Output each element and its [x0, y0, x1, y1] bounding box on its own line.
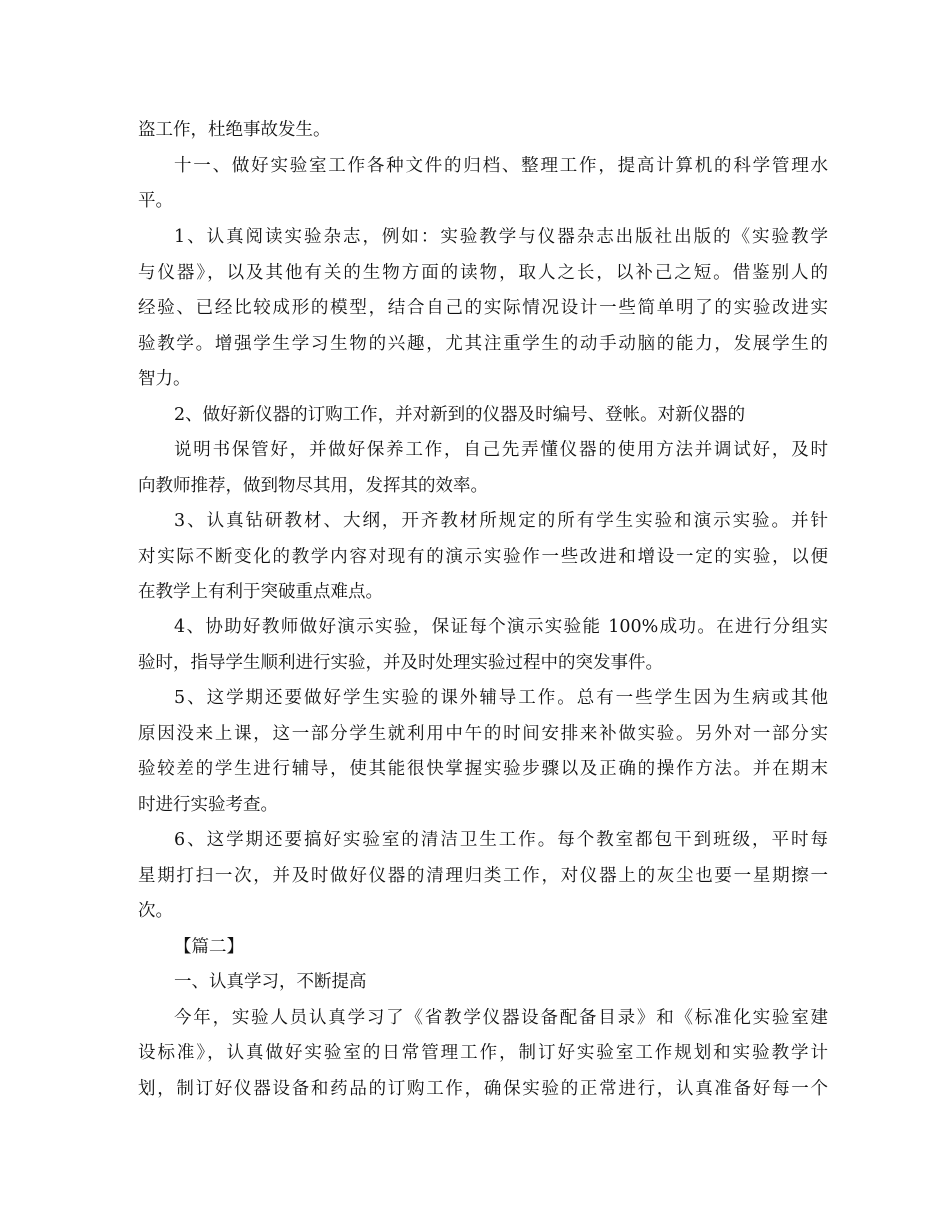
text-line: 5、这学期还要做好学生实验的课外辅导工作。总有一些学生因为生病或其他 — [174, 688, 828, 708]
text-line: 划，制订好仪器设备和药品的订购工作，确保实验的正常进行，认真准备好每一个 — [138, 1079, 828, 1099]
text-line: 3、认真钻研教材、大纲，开齐教材所规定的所有学生实验和演示实验。并针 — [174, 511, 828, 531]
text-line: 验较差的学生进行辅导，使其能很快掌握实验步骤以及正确的操作方法。并在期末 — [138, 759, 828, 779]
text-line: 设标准》，认真做好实验室的日常管理工作，制订好实验室工作规划和实验教学计 — [138, 1043, 828, 1063]
text-line: 2、做好新仪器的订购工作，并对新到的仪器及时编号、登帐。对新仪器的 — [174, 405, 746, 425]
text-line: 十一、做好实验室工作各种文件的归档、整理工作，提高计算机的科学管理水 — [174, 156, 828, 176]
text-line: 经验、已经比较成形的模型，结合自己的实际情况设计一些简单明了的实验改进实 — [138, 298, 828, 318]
text-line: 说明书保管好，并做好保养工作，自己先弄懂仪器的使用方法并调试好，及时 — [174, 440, 828, 460]
text-line: 6、这学期还要搞好实验室的清洁卫生工作。每个教室都包干到班级，平时每 — [174, 830, 828, 850]
text-line: 盗工作，杜绝事故发生。 — [138, 120, 331, 140]
text-line: 在教学上有利于突破重点难点。 — [138, 582, 383, 602]
text-line: 平。 — [138, 191, 173, 211]
text-line: 验时，指导学生顺利进行实验，并及时处理实验过程中的突发事件。 — [138, 653, 663, 673]
text-line: 与仪器》，以及其他有关的生物方面的读物，取人之长，以补己之短。借鉴别人的 — [138, 263, 828, 283]
text-line: 时进行实验考查。 — [138, 795, 278, 815]
text-line: 星期打扫一次，并及时做好仪器的清理归类工作，对仪器上的灰尘也要一星期擦一 — [138, 866, 828, 886]
text-line: 4、协助好教师做好演示实验，保证每个演示实验能 100%成功。在进行分组实 — [174, 617, 828, 637]
text-line: 今年，实验人员认真学习了《省教学仪器设备配备目录》和《标准化实验室建 — [174, 1008, 828, 1028]
subsection-heading: 一、认真学习，不断提高 — [174, 972, 367, 992]
text-line: 向教师推荐，做到物尽其用，发挥其的效率。 — [138, 476, 488, 496]
text-line: 对实际不断变化的教学内容对现有的演示实验作一些改进和增设一定的实验，以便 — [138, 547, 828, 567]
text-line: 次。 — [138, 901, 173, 921]
section-heading: 【篇二】 — [174, 937, 244, 957]
text-line: 1、认真阅读实验杂志，例如：实验教学与仪器杂志出版社出版的《实验教学 — [174, 227, 828, 247]
text-line: 验教学。增强学生学习生物的兴趣，尤其注重学生的动手动脑的能力，发展学生的 — [138, 334, 828, 354]
text-line: 原因没来上课，这一部分学生就利用中午的时间安排来补做实验。另外对一部分实 — [138, 724, 828, 744]
text-line: 智力。 — [138, 369, 191, 389]
